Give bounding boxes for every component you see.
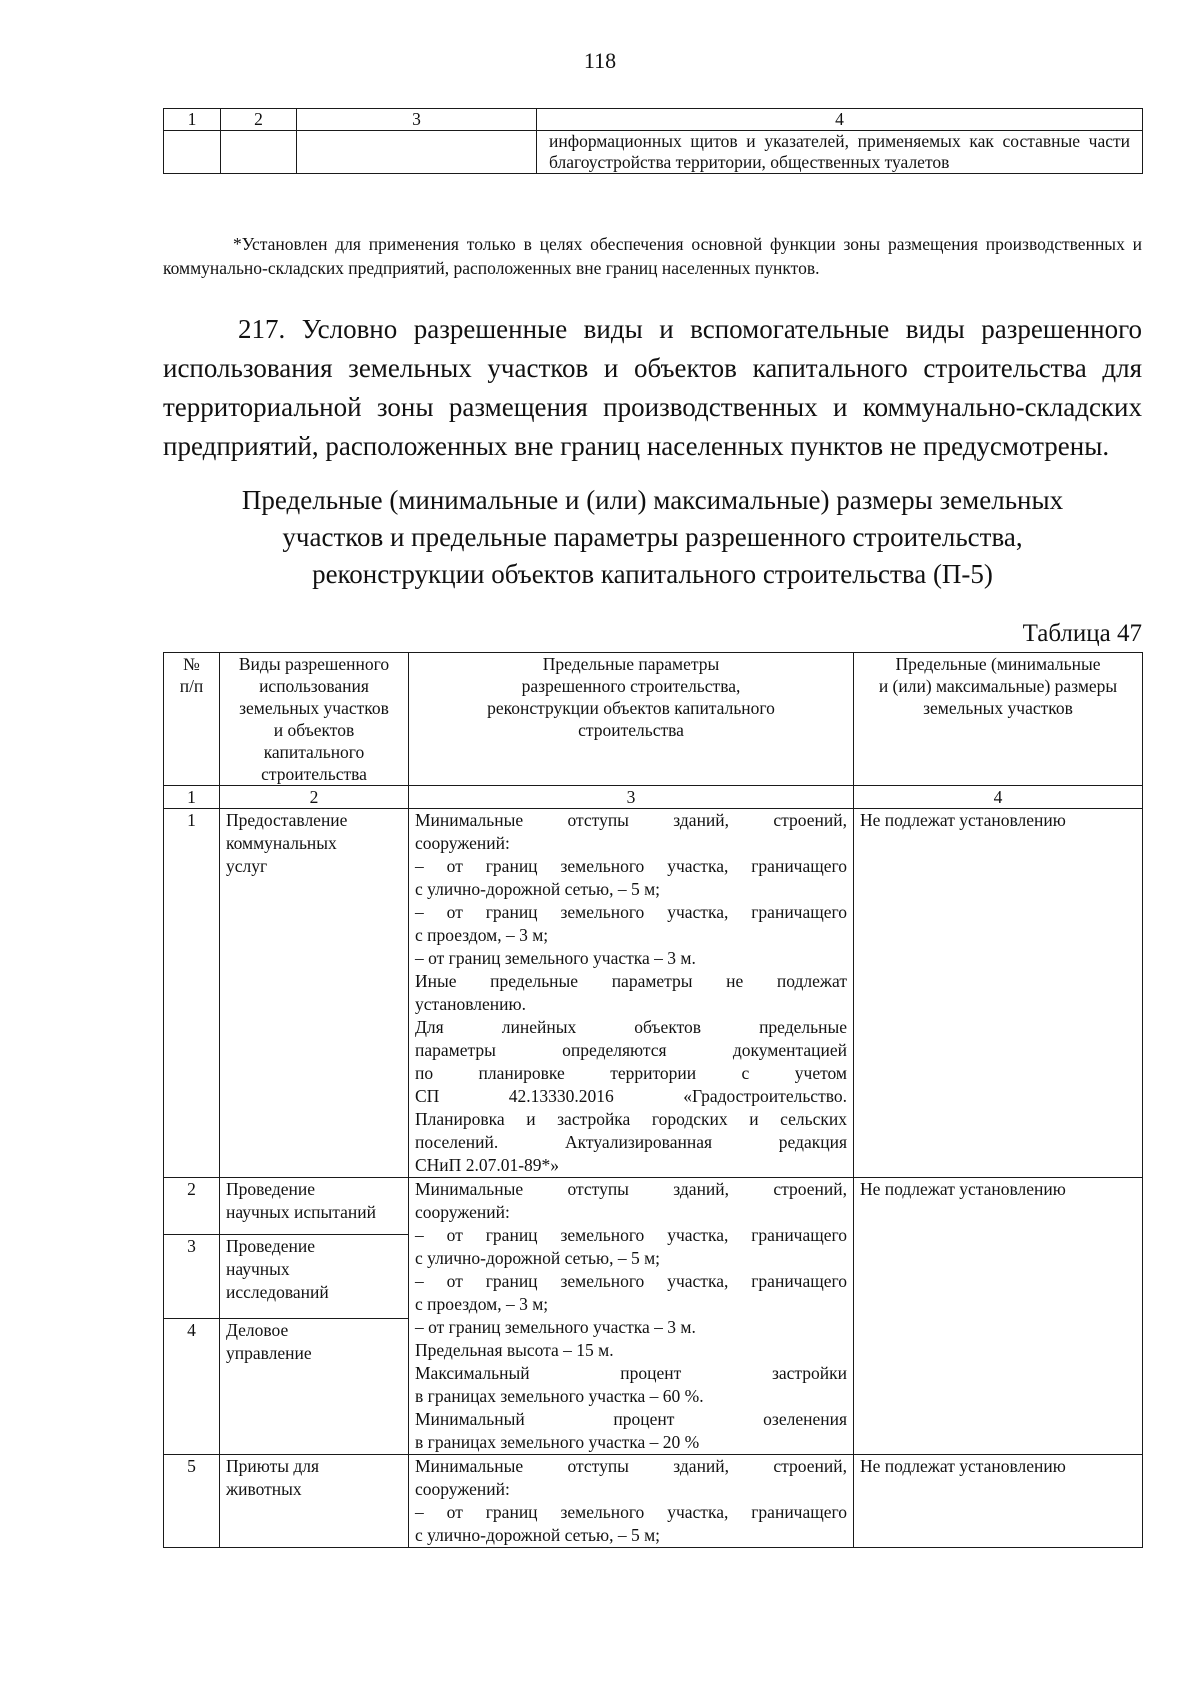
row-number: 1	[164, 809, 220, 1178]
empty-cell	[164, 131, 221, 174]
header-use-types: Виды разрешенного использования земельных участков и объектов капитального строительства	[220, 653, 409, 786]
limits-table	[163, 652, 1143, 1548]
table-row	[164, 809, 1143, 1178]
row-number: 4	[164, 1319, 220, 1455]
header-cell: 1	[164, 109, 221, 131]
table-row	[164, 1455, 1143, 1548]
page-number: 118	[583, 48, 617, 73]
continuation-text: информационных щитов и указателей, применяемых как составные части благоустройства территории, общественных туалетов	[537, 131, 1143, 174]
footnote: *Установлен для применения только в целях обеспечения основной функции зоны размещения производственных и коммунально-складских предприятий, расположенных вне границ населенных пунктов.	[163, 234, 1142, 278]
use-type: Проведение научных испытаний	[220, 1178, 409, 1235]
table-header-row	[164, 653, 1143, 786]
row-number: 3	[164, 1234, 220, 1318]
continuation-table	[163, 108, 1143, 174]
table-label: Таблица 47	[1022, 620, 1142, 647]
section-title	[163, 482, 1142, 593]
header-cell: 2	[221, 109, 297, 131]
header-land-sizes: Предельные (минимальные и (или) максимальные) размеры земельных участков	[854, 653, 1143, 786]
land-size-limits: Не подлежат установлению	[854, 1455, 1143, 1548]
use-type: Приюты для животных	[220, 1455, 409, 1548]
header-cell: 4	[537, 109, 1143, 131]
column-number: 4	[854, 786, 1143, 809]
table-row	[164, 1178, 1143, 1235]
use-type: Проведение научных исследований	[220, 1234, 409, 1318]
construction-params: Минимальные отступы зданий, строений, сооружений: – от границ земельного участка, граничащего с улично-дорожной сетью, – 5 м; – от границ земельного участка, граничащего с проездом, – 3 м; – от границ земельного участка – 3 м. Предельная высота – 15 м. Максимальный процент застройки в границах земельного участка – 60 %. Минимальный процент озеленения в границах земельного участка – 20 %	[409, 1178, 854, 1455]
land-size-limits: Не подлежат установлению	[854, 1178, 1143, 1455]
empty-cell	[297, 131, 537, 174]
section-title-line: участков и предельные параметры разрешенного строительства,	[282, 522, 1023, 552]
use-type: Деловое управление	[220, 1319, 409, 1455]
row-number: 2	[164, 1178, 220, 1235]
paragraph-217: 217. Условно разрешенные виды и вспомогательные виды разрешенного использования земельных участков и объектов капитального строительства для территориальной зоны размещения производственных и коммунально-складских предприятий, расположенных вне границ населенных пунктов не предусмотрены.	[163, 314, 1142, 461]
column-number: 1	[164, 786, 220, 809]
empty-cell	[221, 131, 297, 174]
use-type: Предоставление коммунальных услуг	[220, 809, 409, 1178]
row-number: 5	[164, 1455, 220, 1548]
column-number: 2	[220, 786, 409, 809]
section-title-line: реконструкции объектов капитального строительства (П-5)	[312, 559, 993, 589]
header-construction-params: Предельные параметры разрешенного строительства, реконструкции объектов капитального строительства	[409, 653, 854, 786]
land-size-limits: Не подлежат установлению	[854, 809, 1143, 1178]
column-number-row	[164, 786, 1143, 809]
section-title-line: Предельные (минимальные и (или) максимальные) размеры земельных	[241, 485, 1064, 515]
column-number: 3	[409, 786, 854, 809]
header-number: № п/п	[164, 653, 220, 786]
table-row	[164, 131, 1143, 174]
construction-params: Минимальные отступы зданий, строений, сооружений: – от границ земельного участка, граничащего с улично-дорожной сетью, – 5 м;	[409, 1455, 854, 1548]
header-cell: 3	[297, 109, 537, 131]
construction-params: Минимальные отступы зданий, строений, сооружений: – от границ земельного участка, граничащего с улично-дорожной сетью, – 5 м; – от границ земельного участка, граничащего с проездом, – 3 м; – от границ земельного участка – 3 м. Иные предельные параметры не подлежат установлению. Для линейных объектов предельные параметры определяются документацией по планировке территории с учетом СП 42.13330.2016 «Градостроительство. Планировка и застройка городских и сельских поселений. Актуализированная редакция СНиП 2.07.01-89*»	[409, 809, 854, 1178]
continuation-table-header	[164, 109, 1143, 131]
